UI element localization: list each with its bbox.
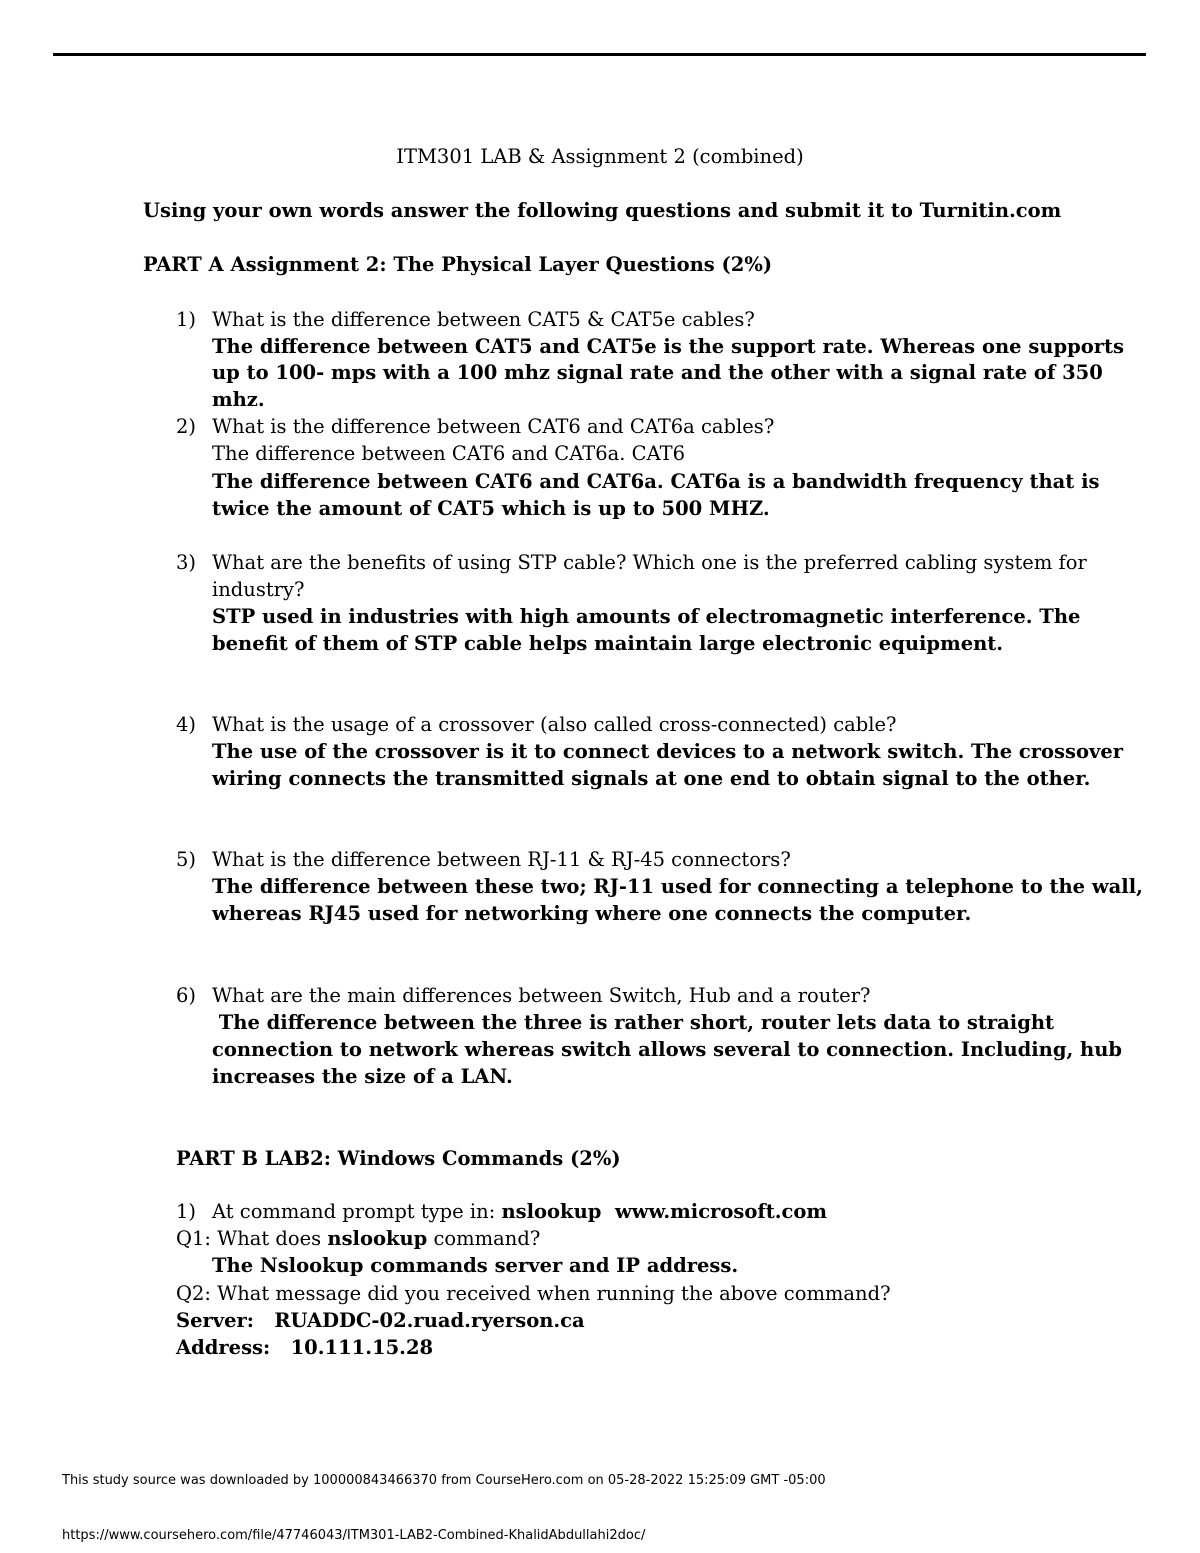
answer-line: The difference between CAT5 and CAT5e is the support rate. Whereas one supports	[212, 335, 1125, 358]
answer-line: mhz.	[212, 388, 265, 411]
answer-line: increases the size of a LAN.	[212, 1065, 513, 1088]
question-number: 5)	[176, 848, 197, 871]
q1-keyword: nslookup	[327, 1227, 428, 1250]
question-number: 3)	[176, 551, 197, 574]
question-text: What is the difference between CAT5 & CAT5e cables?	[212, 308, 755, 331]
step-number: 1)	[176, 1200, 197, 1223]
part-b-heading: PART B LAB2: Windows Commands (2%)	[176, 1147, 621, 1170]
document-title: ITM301 LAB & Assignment 2 (combined)	[396, 145, 804, 168]
q2-question: Q2: What message did you received when running the above command?	[176, 1282, 891, 1305]
answer-note: The difference between CAT6 and CAT6a. CAT6	[212, 442, 686, 465]
server-line: Server: RUADDC-02.ruad.ryerson.ca	[176, 1309, 585, 1332]
question-number: 1)	[176, 308, 197, 331]
question-text: What is the usage of a crossover (also called cross-connected) cable?	[212, 713, 897, 736]
q1-answer: The Nslookup commands server and IP address.	[212, 1254, 739, 1277]
question-text: What is the difference between CAT6 and CAT6a cables?	[212, 415, 775, 438]
answer-line: connection to network whereas switch allows several to connection. Including, hub	[212, 1038, 1123, 1061]
address-line: Address: 10.111.15.28	[176, 1336, 434, 1359]
step-prefix: At command prompt type in:	[212, 1200, 502, 1223]
q1-question	[176, 1225, 540, 1252]
top-rule	[53, 53, 1146, 56]
source-url[interactable]: https://www.coursehero.com/file/47746043/ITM301-LAB2-Combined-KhalidAbdullahi2doc/	[62, 1528, 646, 1543]
answer-line: The difference between these two; RJ-11 used for connecting a telephone to the wall,	[212, 875, 1143, 898]
question-number: 6)	[176, 984, 197, 1007]
answer-line: STP used in industries with high amounts of electromagnetic interference. The	[212, 605, 1081, 628]
answer-line: wiring connects the transmitted signals at one end to obtain signal to the other.	[212, 767, 1091, 790]
source-notice: This study source was downloaded by 100000843466370 from CourseHero.com on 05-28-2022 15:25:09 GMT -05:00	[62, 1473, 826, 1488]
q1-prefix: Q1: What does	[176, 1227, 328, 1250]
part-a-heading: PART A Assignment 2: The Physical Layer Questions (2%)	[143, 253, 773, 276]
answer-line: twice the amount of CAT5 which is up to 500 MHZ.	[212, 497, 770, 520]
answer-line: whereas RJ45 used for networking where one connects the computer.	[212, 902, 972, 925]
q1-suffix: command?	[427, 1227, 541, 1250]
answer-line: The difference between CAT6 and CAT6a. CAT6a is a bandwidth frequency that is	[212, 470, 1100, 493]
answer-line: up to 100- mps with a 100 mhz signal rate and the other with a signal rate of 350	[212, 361, 1103, 384]
question-number: 2)	[176, 415, 197, 438]
question-text: What is the difference between RJ-11 & RJ-45 connectors?	[212, 848, 791, 871]
question-number: 4)	[176, 713, 197, 736]
question-text: What are the main differences between Switch, Hub and a router?	[212, 984, 871, 1007]
question-text: industry?	[212, 578, 305, 601]
question-text: What are the benefits of using STP cable? Which one is the preferred cabling system for	[212, 551, 1087, 574]
answer-line: The use of the crossover is it to connect devices to a network switch. The crossover	[212, 740, 1124, 763]
instruction: Using your own words answer the following questions and submit it to Turnitin.com	[143, 199, 1062, 222]
answer-line: benefit of them of STP cable helps maintain large electronic equipment.	[212, 632, 1004, 655]
step-instruction	[212, 1198, 827, 1225]
step-command: nslookup www.microsoft.com	[501, 1200, 828, 1223]
answer-line: The difference between the three is rather short, router lets data to straight	[212, 1011, 1055, 1034]
